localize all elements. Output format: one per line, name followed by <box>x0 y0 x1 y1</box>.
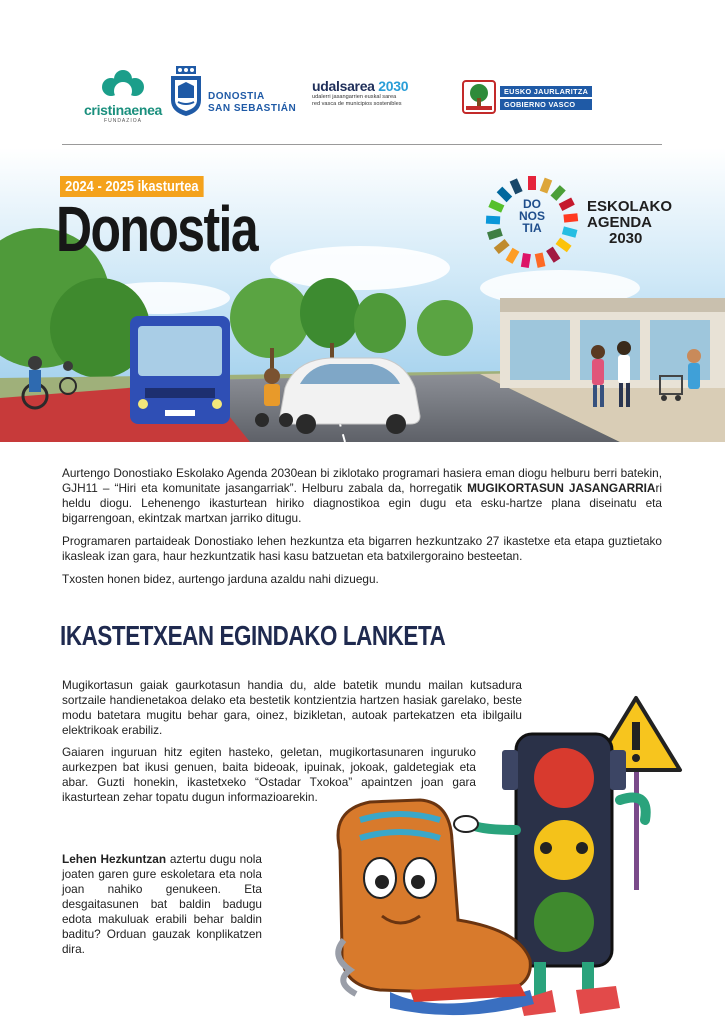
school-year-badge: 2024 - 2025 ikasturtea <box>60 176 204 197</box>
agenda-line2: AGENDA <box>587 214 653 231</box>
page-title: Donostia <box>56 193 258 265</box>
agenda-ring-text <box>502 198 562 234</box>
donostia-logo <box>170 66 300 120</box>
gernika-tree-icon <box>462 80 496 114</box>
agenda-ring-line2: NOS <box>518 209 545 223</box>
section-p3-text: aztertu dugu nola joaten garen gure eskoletara eta nola joan nahiko genukeen. Eta desgaitasunen bat baldin badugu edota makuluak erabili behar baldin baditu? Orduan gauzak konplikatzen dira. <box>62 852 262 956</box>
intro-paragraph-3: Txosten honen bidez, aurtengo jarduna azaldu nahi dizuegu. <box>62 572 379 586</box>
intro-p1-end: ri heldu diogu. Lehenengo ikasturtean hiriko diagnostikoa egin dugu eta esku-hartze plana diseinatu eta bigarrengoan, ekintzak martxan jarriko ditugu. <box>62 481 662 525</box>
udalsarea-year: 2030 <box>378 78 409 94</box>
agenda-ring-line1: DO <box>523 197 541 211</box>
cristinaenea-leaf-icon <box>98 70 148 100</box>
hero-banner <box>0 148 725 442</box>
donostia-logo-line1: DONOSTIA <box>208 91 265 102</box>
intro-paragraph-2: Programaren partaideak Donostiako lehen hezkuntza eta bigarren hezkuntzako 27 ikastetxe eta etapa guztietako ikasleak izan gara, haur hezkuntzatik hasi kasu batzuetan eta batxilergoraino besteetan. <box>62 534 662 563</box>
cristinaenea-logo <box>78 70 168 124</box>
udalsarea-sub1: udalerri jasangarrien euskal sarea <box>312 94 397 100</box>
jaurlaritza-logo <box>462 80 597 114</box>
intro-text <box>62 466 662 595</box>
partner-logos <box>0 66 725 126</box>
section-p3-bold: Lehen Hezkuntzan <box>62 852 167 866</box>
intro-paragraph-1 <box>62 466 662 526</box>
intro-p1-bold: MUGIKORTASUN JASANGARRIA <box>467 481 656 495</box>
agenda-line3: 2030 <box>609 230 643 247</box>
section-paragraph-1: Mugikortasun gaiak gaurkotasun handia du, alde batetik mundu mailan kutsadura sortzaile handienetakoa delako eta bestetik kontzientzia hartzen hasiak garelako, beste modu batetara mugitu behar gara, oinez, bizikletan, autoak partekatzen eta ibilgailu elektrikoak erabiliz. <box>62 678 522 737</box>
section-heading: IKASTETXEAN EGINDAKO LANKETA <box>60 620 446 651</box>
udalsarea-logo <box>312 78 442 108</box>
cristinaenea-sub: FUNDAZIOA <box>104 118 142 124</box>
header-divider <box>62 144 662 145</box>
shoe-and-traffic-light-illustration <box>320 690 725 1024</box>
section-paragraph-2: Gaiaren inguruan hitz egiten hasteko, geletan, mugikortasunaren inguruko aurkezpen bat ikusi genuen, baita bideoak, ipuinak, jokoak, galdetegiak eta abar. Guzti honekin, ikastetxeko “Ostadar Txokoa” apaintzen joan gara ikasturtean zehar topatu dugun informazioarekin. <box>62 745 476 804</box>
eskolako-agenda-logo <box>484 174 684 270</box>
donostia-logo-line2: SAN SEBASTIÁN <box>208 103 297 114</box>
udalsarea-word: udalsarea <box>312 78 375 94</box>
cristinaenea-name: cristinaenea <box>83 102 163 118</box>
donostia-shield-icon <box>170 66 202 116</box>
agenda-ring-line3: TIA <box>522 221 542 235</box>
section-paragraph-3 <box>62 852 262 957</box>
jaurlaritza-line2: GOBIERNO VASCO <box>500 99 592 110</box>
intro-p1-start: Aurtengo Donostiako Eskolako Agenda 2030ean bi ziklotako programari hasiera eman diogu helburu berri batekin, GJH11 – “Hiri eta komunitate jasangarriak”. Helburu zabala da, horregatik <box>62 466 662 495</box>
jaurlaritza-line1: EUSKO JAURLARITZA <box>500 86 592 97</box>
udalsarea-sub2: red vasca de municipios sostenibles <box>312 101 402 107</box>
agenda-line1: ESKOLAKO <box>587 198 673 215</box>
